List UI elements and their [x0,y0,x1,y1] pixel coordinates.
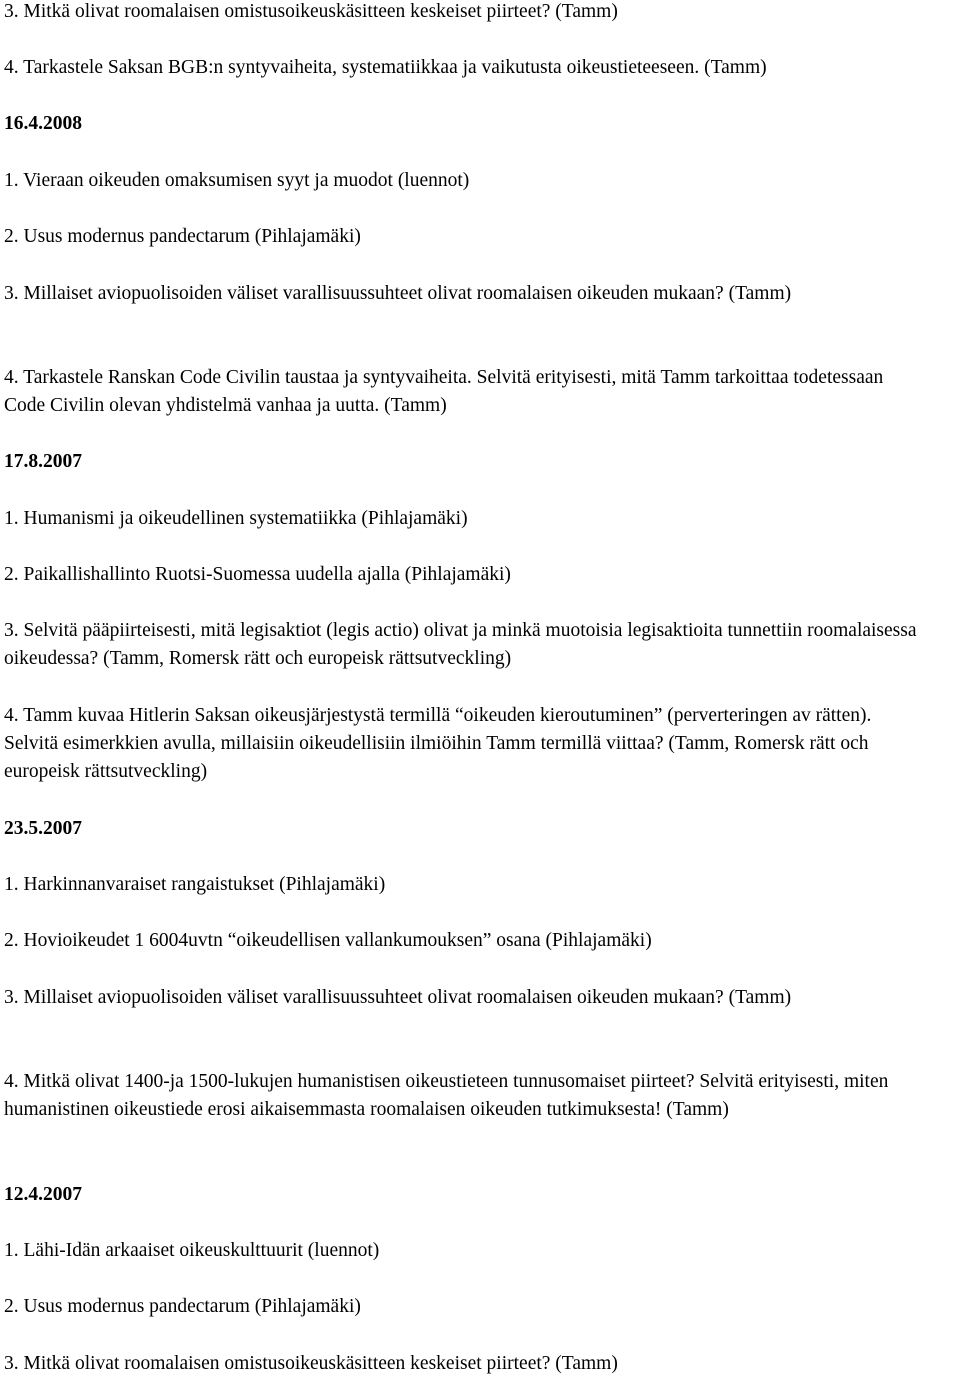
question-item: 1. Lähi-Idän arkaaiset oikeuskulttuurit (luennot) [4,1240,380,1261]
question-item: 3. Selvitä pääpiirteisesti, mitä legisaktiot (legis actio) olivat ja minkä muotoisia legisaktioita tunnettiin roomalaisessa oikeudessa? (Tamm, Romersk rätt och europeisk rättsutveckling) [4,620,917,669]
question-item: 3. Millaiset aviopuolisoiden väliset varallisuussuhteet olivat roomalaisen oikeuden mukaan? (Tamm) [4,283,792,304]
exam-date-heading: 23.5.2007 [4,818,82,839]
question-item: 2. Usus modernus pandectarum (Pihlajamäki) [4,226,361,247]
exam-date-heading: 16.4.2008 [4,113,82,134]
question-item: 2. Usus modernus pandectarum (Pihlajamäki) [4,1296,361,1317]
question-item: 4. Mitkä olivat 1400-ja 1500-lukujen humanistisen oikeustieteen tunnusomaiset piirteet? Selvitä erityisesti, miten humanistinen oikeustiede erosi aikaisemmasta roomalaisen oikeuden tutkimuksesta! (Tamm) [4,1071,889,1120]
question-item: 2. Hovioikeudet 1 6004uvtn “oikeudellisen vallankumouksen” osana (Pihlajamäki) [4,930,652,951]
question-item: 2. Paikallishallinto Ruotsi-Suomessa uudella ajalla (Pihlajamäki) [4,564,511,585]
question-item: 3. Millaiset aviopuolisoiden väliset varallisuussuhteet olivat roomalaisen oikeuden mukaan? (Tamm) [4,987,792,1008]
question-item: 1. Harkinnanvaraiset rangaistukset (Pihlajamäki) [4,874,386,895]
question-item: 4. Tarkastele Ranskan Code Civilin taustaa ja syntyvaiheita. Selvitä erityisesti, mitä Tamm tarkoittaa todetessaan Code Civilin olevan yhdistelmä vanhaa ja uutta. (Tamm) [4,367,884,416]
question-item: 4. Tarkastele Saksan BGB:n syntyvaiheita, systematiikkaa ja vaikutusta oikeustieteeseen. (Tamm) [4,57,767,78]
exam-date-heading: 17.8.2007 [4,451,82,472]
question-item: 1. Humanismi ja oikeudellinen systematiikka (Pihlajamäki) [4,508,468,529]
question-item: 4. Tamm kuvaa Hitlerin Saksan oikeusjärjestystä termillä “oikeuden kieroutuminen” (perverteringen av rätten). Selvitä esimerkkien avulla, millaisiin oikeudellisiin ilmiöihin Tamm termillä viittaa? (Tamm, Romersk rätt och europeisk rättsutveckling) [4,705,872,782]
question-item: 1. Vieraan oikeuden omaksumisen syyt ja muodot (luennot) [4,170,470,191]
question-item: 3. Mitkä olivat roomalaisen omistusoikeuskäsitteen keskeiset piirteet? (Tamm) [4,1353,618,1374]
question-item: 3. Mitkä olivat roomalaisen omistusoikeuskäsitteen keskeiset piirteet? (Tamm) [4,1,618,22]
exam-date-heading: 12.4.2007 [4,1184,82,1205]
